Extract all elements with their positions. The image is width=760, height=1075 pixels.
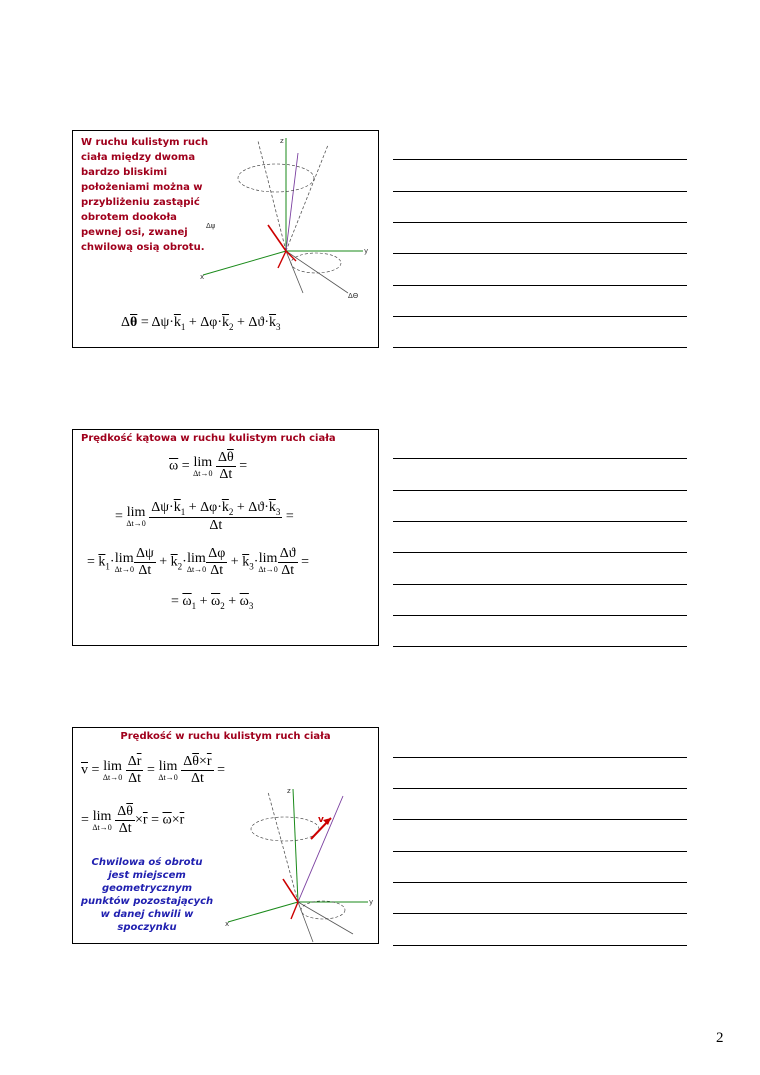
note-line: Chwilowa oś obrotu xyxy=(91,857,203,868)
velocity-cross-product: = lim Δt→0 $\frac{\Delta\overline{\theta}}{\Delta t}$ $\times\overline{r} = \overline{\omega}\times\overline{r}$ xyxy=(81,804,185,836)
svg-text:ΔΘ: ΔΘ xyxy=(348,292,359,300)
instantaneous-axis-note xyxy=(75,856,219,934)
slide-2 xyxy=(72,429,379,646)
svg-text:x: x xyxy=(225,920,230,928)
svg-text:Δψ: Δψ xyxy=(206,222,216,230)
svg-text:x: x xyxy=(200,273,205,281)
text-line: bardzo bliskimi xyxy=(81,167,168,178)
omega-expansion: = lim Δt→0 $\frac{\Delta\psi\cdot\overline{k}_1 + \Delta\varphi\cdot\overline{k}_2 + \Delta ϑ\cdot\overline{k}_3}{\Delta t}$ = xyxy=(115,500,294,533)
note-line: w danej chwili w xyxy=(100,909,194,920)
text-line: obrotem dookoła xyxy=(81,212,177,223)
note-line: geometrycznym xyxy=(101,883,193,894)
rotation-diagram xyxy=(198,133,373,303)
angle-increment-equation: $\Delta\overline{\theta} = \Delta\psi\cdot\overline{k}_1 + \Delta\varphi\cdot\overline{k}_2 + \Delta ϑ\cdot\overline{k}_3$ xyxy=(121,315,281,332)
velocity-diagram xyxy=(223,784,373,944)
text-line: położeniami można w xyxy=(81,182,203,193)
text-line: pewnej osi, zwanej xyxy=(81,227,188,238)
note-line: punktów pozostających xyxy=(80,896,214,907)
page-number: 2 xyxy=(716,1030,724,1046)
omega-sum: = $\overline{\omega}_1 + \overline{\omega}_2 + \overline{\omega}_3$ xyxy=(171,594,254,611)
svg-text:z: z xyxy=(280,137,284,145)
svg-text:y: y xyxy=(364,247,369,255)
text-line: chwilową osią obrotu. xyxy=(81,242,205,253)
svg-text:z: z xyxy=(287,787,291,795)
note-line: jest miejscem xyxy=(108,870,186,881)
slide-3 xyxy=(72,727,379,944)
omega-definition: $\overline{\omega} = \lim$ Δt→0 $\frac{\Delta\overline{\theta}}{\Delta t}$ = xyxy=(169,450,248,482)
text-line: ciała między dwoma xyxy=(81,152,196,163)
slide-1-description xyxy=(81,135,208,255)
text-line: przybliżeniu zastąpić xyxy=(81,197,200,208)
slide-3-title: Prędkość w ruchu kulistym ruch ciała xyxy=(120,731,331,742)
slide-1 xyxy=(72,130,379,348)
svg-text:v: v xyxy=(318,815,324,825)
note-line: spoczynku xyxy=(117,922,177,933)
slide-2-title: Prędkość kątowa w ruchu kulistym ruch ciała xyxy=(81,433,336,444)
text-line: W ruchu kulistym ruch xyxy=(81,137,209,148)
svg-text:y: y xyxy=(369,898,373,906)
velocity-definition: $\overline{v} = \lim$ Δt→0 $\frac{\Delta\overline{r}}{\Delta t}$ = lim Δt→0 $\frac{\Delta\overline{\theta}\times\overline{r}}{\Delta t}$ = xyxy=(81,754,225,786)
omega-components: = $\overline{k}_1\cdot\lim$ Δt→0 $\frac{\Delta\psi}{\Delta t}$ + $\overline{k}_2\cdot\lim$ Δt→0 $\frac{\Delta\varphi}{\Delta t}$ + $\overline{k}_3\cdot\lim$ Δt→0 $\frac{\Delta ϑ}{\Delta t}$ = xyxy=(87,546,310,578)
